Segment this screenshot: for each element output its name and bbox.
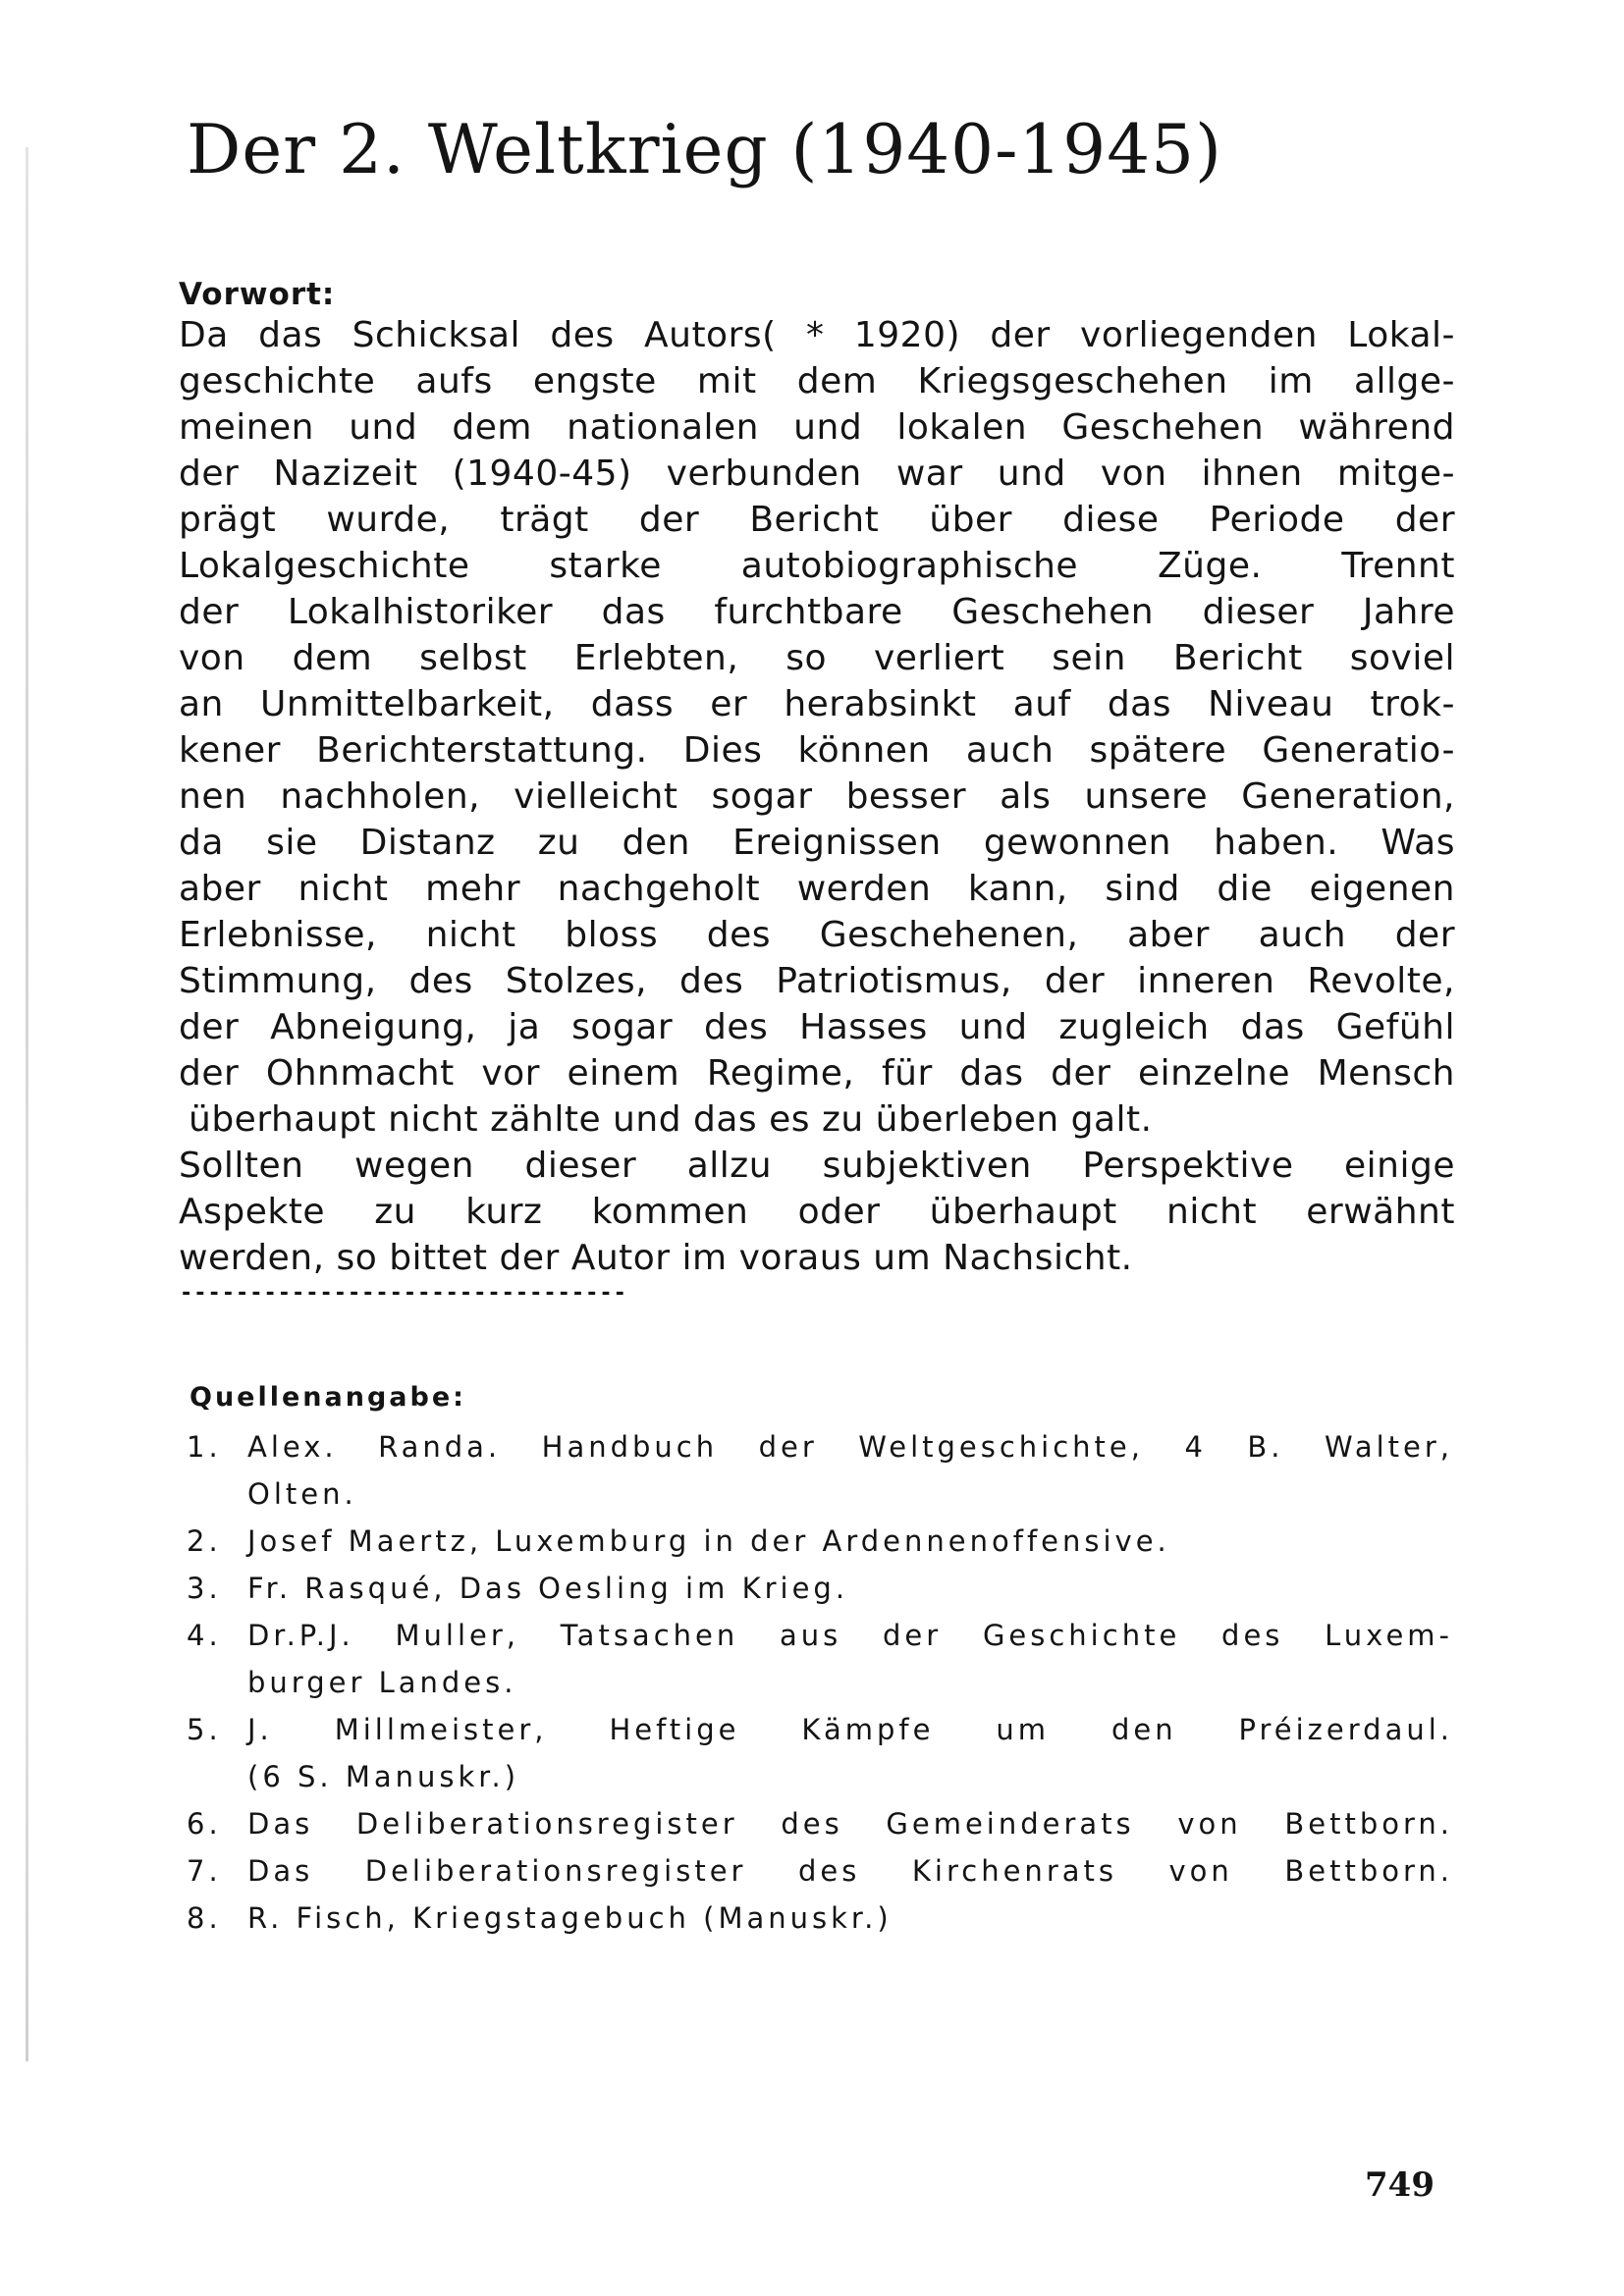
preface-line: Sollten wegen dieser allzu subjektiven Perspektive einige bbox=[179, 1146, 1455, 1186]
preface-line: an Unmittelbarkeit, dass er herabsinkt auf das Niveau trok- bbox=[179, 684, 1455, 724]
page-number: 749 bbox=[1365, 2165, 1435, 2205]
source-item bbox=[187, 1518, 1453, 1565]
source-item bbox=[187, 1423, 1453, 1470]
preface-line: Lokalgeschichte starke autobiographische Züge. Trennt bbox=[179, 546, 1455, 586]
source-item bbox=[187, 1612, 1453, 1659]
preface-line: geschichte aufs engste mit dem Kriegsgeschehen im allge- bbox=[179, 361, 1455, 401]
preface-line: werden, so bittet der Autor im voraus um Nachsicht. bbox=[179, 1238, 1133, 1278]
source-item bbox=[187, 1565, 1453, 1612]
preface-line: aber nicht mehr nachgeholt werden kann, sind die eigenen bbox=[179, 869, 1455, 909]
sources-heading: Quellenangabe: bbox=[189, 1382, 466, 1413]
source-text: R. Fisch, Kriegstagebuch (Manuskr.) bbox=[247, 1901, 893, 1935]
preface-line: prägt wurde, trägt der Bericht über diese Periode der bbox=[179, 500, 1455, 540]
source-item-continuation bbox=[187, 1753, 1453, 1800]
scan-margin-shadow bbox=[26, 147, 28, 2061]
source-text: J. Millmeister, Heftige Kämpfe um den Préizerdaul. bbox=[247, 1713, 1453, 1746]
source-text: Alex. Randa. Handbuch der Weltgeschichte, 4 B. Walter, bbox=[247, 1430, 1453, 1464]
preface-line: von dem selbst Erlebten, so verliert sein Bericht soviel bbox=[179, 638, 1455, 678]
source-number: 1. bbox=[187, 1430, 222, 1464]
source-item-continuation bbox=[187, 1659, 1453, 1706]
preface-line: Da das Schicksal des Autors( * 1920) der vorliegenden Lokal- bbox=[179, 315, 1455, 355]
sources-list bbox=[187, 1423, 1453, 1942]
source-text: Fr. Rasqué, Das Oesling im Krieg. bbox=[247, 1572, 849, 1605]
source-item bbox=[187, 1706, 1453, 1753]
source-text: Dr.P.J. Muller, Tatsachen aus der Geschichte des Luxem- bbox=[247, 1619, 1453, 1652]
source-number: 3. bbox=[187, 1572, 222, 1605]
preface-heading: Vorwort: bbox=[179, 277, 336, 312]
source-number: 2. bbox=[187, 1524, 222, 1558]
preface-line: da sie Distanz zu den Ereignissen gewonnen haben. Was bbox=[179, 823, 1455, 863]
source-number: 6. bbox=[187, 1807, 222, 1841]
page-title: Der 2. Weltkrieg (1940-1945) bbox=[187, 111, 1222, 189]
preface-body bbox=[179, 312, 1455, 1281]
source-text: Das Deliberationsregister des Gemeinderats von Bettborn. bbox=[247, 1807, 1453, 1841]
preface-line: kener Berichterstattung. Dies können auch spätere Generatio- bbox=[179, 730, 1455, 771]
source-item bbox=[187, 1800, 1453, 1847]
preface-line: Aspekte zu kurz kommen oder überhaupt nicht erwähnt bbox=[179, 1192, 1455, 1232]
preface-line: meinen und dem nationalen und lokalen Geschehen während bbox=[179, 407, 1455, 448]
source-text: Josef Maertz, Luxemburg in der Ardennenoffensive. bbox=[247, 1524, 1170, 1558]
preface-line: der Ohnmacht vor einem Regime, für das der einzelne Mensch bbox=[179, 1053, 1455, 1094]
source-number: 8. bbox=[187, 1901, 222, 1935]
source-number: 5. bbox=[187, 1713, 222, 1746]
source-number: 4. bbox=[187, 1619, 222, 1652]
preface-line: der Nazizeit (1940-45) verbunden war und von ihnen mitge- bbox=[179, 454, 1455, 494]
preface-line: nen nachholen, vielleicht sogar besser als unsere Generation, bbox=[179, 776, 1455, 817]
source-text: (6 S. Manuskr.) bbox=[247, 1760, 520, 1793]
preface-line: der Lokalhistoriker das furchtbare Geschehen dieser Jahre bbox=[179, 592, 1455, 632]
source-number: 7. bbox=[187, 1854, 222, 1888]
preface-line: überhaupt nicht zählte und das es zu überleben galt. bbox=[189, 1099, 1153, 1140]
preface-line: Erlebnisse, nicht bloss des Geschehenen, aber auch der bbox=[179, 915, 1455, 955]
preface-line: der Abneigung, ja sogar des Hasses und zugleich das Gefühl bbox=[179, 1007, 1455, 1047]
source-text: burger Landes. bbox=[247, 1666, 517, 1699]
source-item bbox=[187, 1847, 1453, 1895]
source-item bbox=[187, 1895, 1453, 1942]
source-text: Olten. bbox=[247, 1477, 357, 1511]
source-text: Das Deliberationsregister des Kirchenrats von Bettborn. bbox=[247, 1854, 1453, 1888]
section-separator: -------------------------------- bbox=[180, 1281, 627, 1306]
preface-line: Stimmung, des Stolzes, des Patriotismus, der inneren Revolte, bbox=[179, 961, 1455, 1001]
source-item-continuation bbox=[187, 1470, 1453, 1518]
